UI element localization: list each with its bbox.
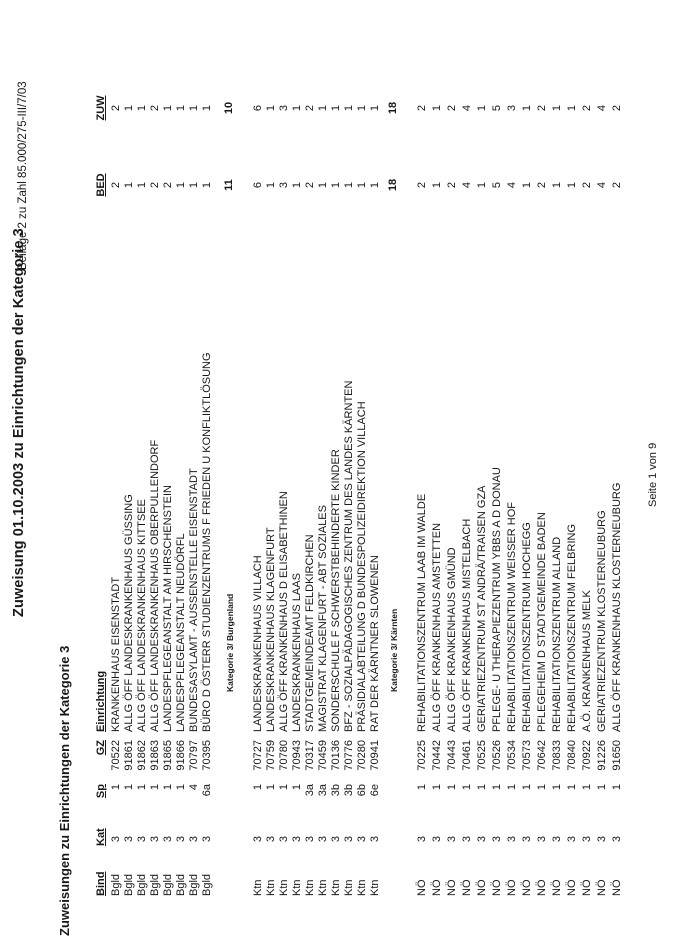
subtotal-bed: 18 <box>387 178 399 192</box>
column-header-einrichtung: Einrichtung <box>95 670 107 732</box>
cell-zuw: 4 <box>461 104 473 112</box>
cell-gz: 70534 <box>506 740 518 771</box>
cell-gz: 70797 <box>188 740 200 771</box>
cell-kat: 3 <box>136 835 148 843</box>
cell-sp: 1 <box>491 784 503 791</box>
cell-bed: 1 <box>476 181 488 189</box>
cell-zuw: 2 <box>149 104 161 112</box>
cell-gz: 91863 <box>149 740 161 771</box>
cell-bed: 1 <box>123 181 135 189</box>
cell-gz: 70776 <box>343 740 355 771</box>
table-header-row <box>95 0 108 944</box>
column-header-sp: Sp <box>95 784 107 799</box>
cell-sp: 1 <box>416 784 428 791</box>
cell-gz: 70780 <box>278 740 290 771</box>
cell-kat: 3 <box>265 835 277 843</box>
cell-sp: 1 <box>110 784 122 791</box>
cell-bed: 1 <box>369 181 381 189</box>
column-header-gz: GZ <box>95 740 107 756</box>
cell-name: KRANKENHAUS EISENSTADT <box>110 576 122 732</box>
subtotal-label: Kategorie 3/ Burgenland <box>225 593 235 692</box>
cell-kat: 3 <box>149 835 161 843</box>
cell-gz: 70642 <box>536 740 548 771</box>
cell-zuw: 1 <box>566 104 578 112</box>
cell-name: RAT DER KÄRNTNER SLOWENEN <box>369 555 381 732</box>
table-row <box>149 0 161 944</box>
cell-name: PFLEGE- U THERAPIEZENTRUM YBBS A D DONAU <box>491 467 503 732</box>
cell-sp: 1 <box>136 784 148 791</box>
cell-bed: 1 <box>566 181 578 189</box>
cell-bind: Bgld <box>110 873 122 896</box>
column-header-kat: Kat <box>95 828 107 846</box>
cell-sp: 1 <box>265 784 277 791</box>
table-row <box>343 0 355 944</box>
table-row <box>521 0 533 944</box>
cell-bed: 2 <box>611 181 623 189</box>
page-number: Seite 1 von 9 <box>647 442 659 507</box>
cell-bed: 1 <box>136 181 148 189</box>
cell-zuw: 1 <box>551 104 563 112</box>
cell-kat: 3 <box>416 835 428 843</box>
cell-gz: 70280 <box>356 740 368 771</box>
cell-sp: 1 <box>521 784 533 791</box>
table-row <box>476 0 488 944</box>
cell-gz: 70459 <box>317 740 329 771</box>
cell-kat: 3 <box>175 835 187 843</box>
cell-zuw: 3 <box>278 104 290 112</box>
cell-bind: Ktn <box>330 879 342 896</box>
cell-gz: 70395 <box>201 740 213 771</box>
cell-kat: 3 <box>304 835 316 843</box>
table-row <box>278 0 290 944</box>
cell-zuw: 1 <box>317 104 329 112</box>
cell-sp: 1 <box>611 784 623 791</box>
cell-kat: 3 <box>330 835 342 843</box>
cell-bed: 1 <box>330 181 342 189</box>
cell-sp: 1 <box>461 784 473 791</box>
table-row <box>506 0 518 944</box>
cell-bed: 1 <box>291 181 303 189</box>
cell-kat: 3 <box>278 835 290 843</box>
cell-gz: 70461 <box>461 740 473 771</box>
cell-kat: 3 <box>461 835 473 843</box>
cell-name: BUNDESASYLAMT - AUSSENSTELLE EISENSTADT <box>188 468 200 732</box>
cell-gz: 70759 <box>265 740 277 771</box>
cell-zuw: 1 <box>356 104 368 112</box>
cell-bind: NÖ <box>581 879 593 896</box>
cell-zuw: 1 <box>476 104 488 112</box>
cell-bed: 2 <box>110 181 122 189</box>
cell-bind: Ktn <box>317 879 329 896</box>
cell-kat: 3 <box>110 835 122 843</box>
cell-bind: Ktn <box>291 879 303 896</box>
cell-kat: 3 <box>446 835 458 843</box>
cell-kat: 3 <box>551 835 563 843</box>
cell-name: ALLG ÖFF KRANKENHAUS D ELISABETHINEN <box>278 491 290 732</box>
cell-bed: 4 <box>461 181 473 189</box>
cell-name: PRÄSIDIALABTEILUNG D BUNDESPOLIZEIDIREKTION VILLACH <box>356 401 368 732</box>
cell-bed: 1 <box>188 181 200 189</box>
document-title: Zuweisung 01.10.2003 zu Einrichtungen der Kategorie 3 <box>11 228 27 617</box>
cell-kat: 3 <box>521 835 533 843</box>
cell-sp: 4 <box>188 784 200 791</box>
cell-bed: 2 <box>149 181 161 189</box>
cell-sp: 1 <box>476 784 488 791</box>
cell-zuw: 4 <box>596 104 608 112</box>
cell-kat: 3 <box>431 835 443 843</box>
cell-kat: 3 <box>252 835 264 843</box>
cell-sp: 1 <box>581 784 593 791</box>
cell-sp: 1 <box>551 784 563 791</box>
cell-sp: 1 <box>149 784 161 791</box>
cell-bed: 1 <box>343 181 355 189</box>
cell-name: REHABILITATIONSZENTRUM ALLAND <box>551 536 563 732</box>
table-row <box>551 0 563 944</box>
cell-bind: Ktn <box>343 879 355 896</box>
cell-zuw: 2 <box>110 104 122 112</box>
cell-name: ALLG ÖFF KRANKENHAUS GMÜND <box>446 547 458 732</box>
table-row <box>611 0 623 944</box>
cell-gz: 70525 <box>476 740 488 771</box>
cell-zuw: 1 <box>369 104 381 112</box>
table-row <box>491 0 503 944</box>
cell-kat: 3 <box>581 835 593 843</box>
cell-zuw: 1 <box>291 104 303 112</box>
cell-sp: 3a <box>304 784 316 797</box>
cell-gz: 70943 <box>291 740 303 771</box>
cell-name: ALLG ÖFF LANDESKRANKENHAUS GÜSSING <box>123 494 135 732</box>
cell-name: LANDESPFLEGEANSTALT AM HIRSCHENSTEIN <box>162 485 174 732</box>
cell-bed: 1 <box>356 181 368 189</box>
table-row <box>188 0 200 944</box>
cell-sp: 6e <box>369 784 381 797</box>
cell-name: REHABILITATIONSZENTRUM WEISSER HOF <box>506 502 518 732</box>
table-row <box>416 0 428 944</box>
cell-bed: 1 <box>431 181 443 189</box>
cell-bind: NÖ <box>551 879 563 896</box>
cell-gz: 91866 <box>175 740 187 771</box>
cell-bed: 1 <box>265 181 277 189</box>
subtotal-bed: 11 <box>223 179 235 191</box>
cell-kat: 3 <box>611 835 623 843</box>
cell-bind: Bgld <box>175 873 187 896</box>
cell-sp: 3a <box>317 784 329 797</box>
cell-name: PFLEGEHEIM D STADTGEMEINDE BADEN <box>536 512 548 732</box>
cell-gz: 70136 <box>330 740 342 771</box>
cell-zuw: 5 <box>491 104 503 112</box>
cell-bed: 1 <box>317 181 329 189</box>
cell-gz: 70922 <box>581 740 593 771</box>
cell-name: SONDERSCHULE F SCHWERSTBEHINDERTE KINDER <box>330 449 342 732</box>
cell-name: GERIATRIEZENTRUM KLOSTERNEUBURG <box>596 510 608 732</box>
cell-gz: 70727 <box>252 740 264 771</box>
cell-bed: 5 <box>491 181 503 189</box>
cell-name: MAGISTRAT KLAGENFURT - ABT SOZIALES <box>317 505 329 732</box>
cell-bind: Ktn <box>304 879 316 896</box>
cell-name: GERIATRIEZENTRUM ST ANDRÄ/TRAISEN GZA <box>476 485 488 732</box>
table-row <box>317 0 329 944</box>
cell-kat: 3 <box>506 835 518 843</box>
cell-gz: 91226 <box>596 740 608 771</box>
cell-sp: 1 <box>291 784 303 791</box>
cell-bind: NÖ <box>506 879 518 896</box>
column-header-bind: Bind <box>95 871 107 896</box>
cell-gz: 70442 <box>431 740 443 771</box>
cell-sp: 1 <box>446 784 458 791</box>
cell-zuw: 1 <box>330 104 342 112</box>
cell-bind: Bgld <box>136 873 148 896</box>
cell-kat: 3 <box>343 835 355 843</box>
cell-bed: 1 <box>201 181 213 189</box>
cell-zuw: 2 <box>416 104 428 112</box>
cell-zuw: 1 <box>123 104 135 112</box>
table-row <box>201 0 213 944</box>
cell-bed: 2 <box>536 181 548 189</box>
cell-bind: Ktn <box>369 879 381 896</box>
cell-bind: NÖ <box>521 879 533 896</box>
cell-kat: 3 <box>162 835 174 843</box>
cell-sp: 1 <box>252 784 264 791</box>
cell-gz: 70522 <box>110 740 122 771</box>
cell-gz: 70833 <box>551 740 563 771</box>
table-row <box>162 0 174 944</box>
table-row <box>596 0 608 944</box>
cell-name: LANDESKRANKENHAUS VILLACH <box>252 555 264 732</box>
cell-name: LANDESKRANKENHAUS LAAS <box>291 573 303 732</box>
cell-bind: Ktn <box>252 879 264 896</box>
cell-bind: Ktn <box>356 879 368 896</box>
cell-gz: 91865 <box>162 740 174 771</box>
cell-zuw: 1 <box>136 104 148 112</box>
cell-zuw: 2 <box>611 104 623 112</box>
cell-bed: 4 <box>596 181 608 189</box>
section-heading: Zuweisungen zu Einrichtungen der Kategorie 3 <box>57 645 72 936</box>
cell-bind: Bgld <box>188 873 200 896</box>
cell-zuw: 1 <box>162 104 174 112</box>
table-row <box>330 0 342 944</box>
table-row <box>536 0 548 944</box>
cell-sp: 6a <box>201 784 213 797</box>
cell-bed: 1 <box>551 181 563 189</box>
cell-kat: 3 <box>188 835 200 843</box>
column-header-bed: BED <box>95 173 107 197</box>
table-row <box>446 0 458 944</box>
cell-sp: 3b <box>330 784 342 797</box>
cell-name: REHABILITATIONSZENTRUM LAAB IM WALDE <box>416 493 428 732</box>
cell-bind: NÖ <box>491 879 503 896</box>
cell-kat: 3 <box>201 835 213 843</box>
cell-bind: NÖ <box>566 879 578 896</box>
cell-kat: 3 <box>536 835 548 843</box>
cell-gz: 70941 <box>369 740 381 771</box>
table-row <box>175 0 187 944</box>
cell-bind: NÖ <box>536 879 548 896</box>
cell-gz: 70443 <box>446 740 458 771</box>
cell-name: ALLG ÖFF LANDESKRANKENHAUS OBERPULLENDORF <box>149 439 161 732</box>
cell-bed: 2 <box>304 181 316 189</box>
cell-zuw: 6 <box>252 104 264 112</box>
cell-zuw: 2 <box>581 104 593 112</box>
cell-sp: 3b <box>343 784 355 797</box>
cell-sp: 1 <box>566 784 578 791</box>
cell-bind: Bgld <box>201 873 213 896</box>
table-row <box>252 0 264 944</box>
cell-gz: 70526 <box>491 740 503 771</box>
cell-bind: NÖ <box>416 879 428 896</box>
cell-zuw: 1 <box>343 104 355 112</box>
subtotal-row <box>223 0 235 944</box>
cell-zuw: 2 <box>304 104 316 112</box>
table-row <box>581 0 593 944</box>
cell-bind: Ktn <box>265 879 277 896</box>
cell-zuw: 1 <box>265 104 277 112</box>
cell-bed: 4 <box>506 181 518 189</box>
cell-name: BÜRO D ÖSTERR STUDIENZENTRUMS F FRIEDEN U KONFLIKTLÖSUNG <box>201 352 213 732</box>
cell-sp: 1 <box>431 784 443 791</box>
table-row <box>431 0 443 944</box>
cell-zuw: 1 <box>431 104 443 112</box>
cell-gz: 91861 <box>123 740 135 771</box>
cell-kat: 3 <box>369 835 381 843</box>
cell-name: ALLG ÖFF KRANKENHAUS MISTELBACH <box>461 518 473 732</box>
table-row <box>123 0 135 944</box>
cell-bed: 6 <box>252 181 264 189</box>
cell-sp: 1 <box>175 784 187 791</box>
table-row <box>369 0 381 944</box>
cell-sp: 6b <box>356 784 368 797</box>
cell-bind: Bgld <box>149 873 161 896</box>
cell-bed: 2 <box>162 181 174 189</box>
cell-sp: 1 <box>278 784 290 791</box>
cell-kat: 3 <box>317 835 329 843</box>
cell-name: ALLG ÖFF LANDESKRANKENHAUS KITTSEE <box>136 499 148 732</box>
cell-sp: 1 <box>123 784 135 791</box>
cell-name: ALLG ÖFF KRANKENHAUS AMSTETTEN <box>431 522 443 732</box>
cell-name: BFZ - SOZIALPÄDAGOGISCHES ZENTRUM DES LANDES KÄRNTEN <box>343 380 355 732</box>
cell-gz: 91862 <box>136 740 148 771</box>
subtotal-label: Kategorie 3/ Kärnten <box>389 608 399 692</box>
cell-bed: 1 <box>175 181 187 189</box>
subtotal-zuw: 18 <box>387 101 399 115</box>
cell-gz: 70840 <box>566 740 578 771</box>
cell-zuw: 1 <box>521 104 533 112</box>
cell-name: ALLG ÖFF KRANKENHAUS KLOSTERNEUBURG <box>611 482 623 732</box>
cell-kat: 3 <box>291 835 303 843</box>
cell-bed: 2 <box>446 181 458 189</box>
subtotal-row <box>387 0 399 944</box>
cell-gz: 70573 <box>521 740 533 771</box>
cell-bind: NÖ <box>476 879 488 896</box>
table-row <box>110 0 122 944</box>
cell-bind: NÖ <box>461 879 473 896</box>
table-row <box>566 0 578 944</box>
table-row <box>304 0 316 944</box>
cell-bind: Ktn <box>278 879 290 896</box>
cell-kat: 3 <box>566 835 578 843</box>
cell-kat: 3 <box>491 835 503 843</box>
cell-kat: 3 <box>476 835 488 843</box>
cell-zuw: 2 <box>446 104 458 112</box>
cell-sp: 1 <box>162 784 174 791</box>
cell-sp: 1 <box>596 784 608 791</box>
cell-bind: NÖ <box>446 879 458 896</box>
table-row <box>265 0 277 944</box>
table-row <box>356 0 368 944</box>
cell-bed: 1 <box>521 181 533 189</box>
cell-bed: 2 <box>581 181 593 189</box>
cell-bind: NÖ <box>431 879 443 896</box>
cell-bind: NÖ <box>596 879 608 896</box>
table-row <box>461 0 473 944</box>
cell-bind: NÖ <box>611 879 623 896</box>
cell-zuw: 3 <box>506 104 518 112</box>
attachment-reference: Beilage 2 zu Zahl 85.000/275-III/7/03 <box>17 81 29 270</box>
column-header-zuw: ZUW <box>95 95 107 121</box>
cell-gz: 91650 <box>611 740 623 771</box>
cell-zuw: 1 <box>188 104 200 112</box>
cell-gz: 70225 <box>416 740 428 771</box>
cell-zuw: 1 <box>175 104 187 112</box>
subtotal-zuw: 10 <box>223 101 235 115</box>
cell-sp: 1 <box>536 784 548 791</box>
cell-sp: 1 <box>506 784 518 791</box>
cell-name: A.Ö. KRANKENHAUS MELK <box>581 590 593 732</box>
cell-kat: 3 <box>123 835 135 843</box>
cell-bed: 3 <box>278 181 290 189</box>
cell-bind: Bgld <box>162 873 174 896</box>
cell-zuw: 2 <box>536 104 548 112</box>
cell-name: LANDESKRANKENHAUS KLAGENFURT <box>265 527 277 732</box>
table-row <box>136 0 148 944</box>
cell-kat: 3 <box>596 835 608 843</box>
cell-gz: 70317 <box>304 740 316 771</box>
table-row <box>291 0 303 944</box>
cell-bind: Bgld <box>123 873 135 896</box>
cell-name: LANDESPFLEGEANSTALT NEUDÖRFL <box>175 533 187 732</box>
cell-zuw: 1 <box>201 104 213 112</box>
cell-name: REHABILITATIONSZENTRUM FELBRING <box>566 523 578 732</box>
cell-kat: 3 <box>356 835 368 843</box>
cell-name: STADTGEMEINDEAMT FELDKIRCHEN <box>304 534 316 732</box>
cell-bed: 2 <box>416 181 428 189</box>
cell-name: REHABILITATIONSZENTRUM HOCHEGG <box>521 522 533 732</box>
